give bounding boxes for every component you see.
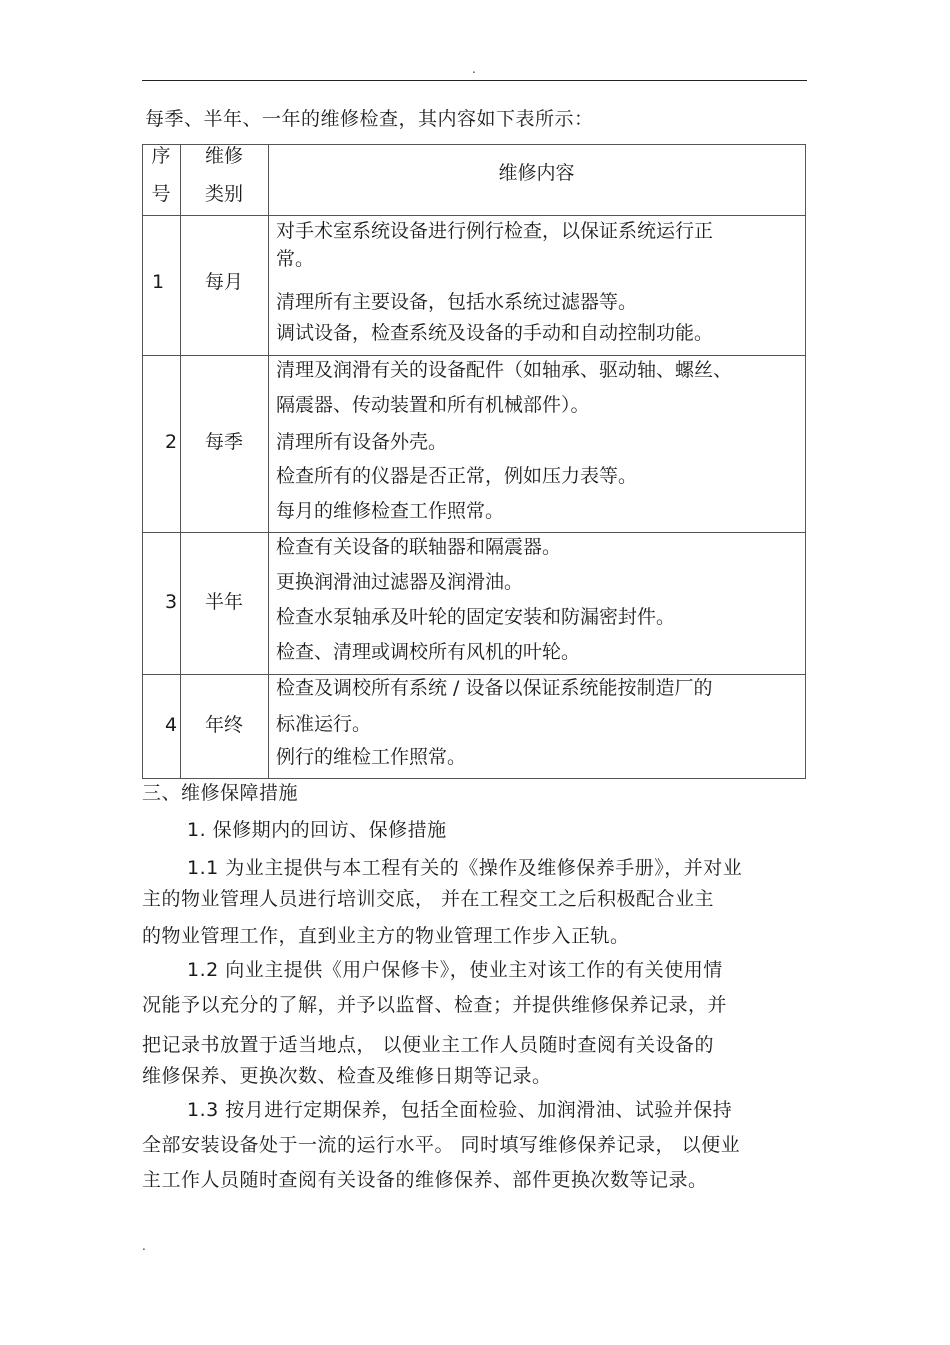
header-no: 号 <box>151 183 171 205</box>
row-content-line: 更换润滑油过滤器及润滑油。 <box>276 571 524 593</box>
header-rule <box>142 80 807 81</box>
row-content-line: 标准运行。 <box>276 713 372 735</box>
paragraph-line: 把记录书放置于适当地点， 以便业主工作人员随时查阅有关设备的 <box>142 1034 715 1056</box>
footer-dot: . <box>142 1239 146 1253</box>
header-no: 序 <box>151 145 171 167</box>
row-content-line: 检查及调校所有系统 / 设备以保证系统能按制造厂的 <box>276 677 713 699</box>
row-no: 3 <box>165 591 178 613</box>
row-content-line: 对手术室系统设备进行例行检查，以保证系统运行正 <box>276 220 714 242</box>
paragraph-line: 主的物业管理人员进行培训交底， 并在工程交工之后积极配合业主 <box>142 888 715 910</box>
row-no: 2 <box>165 431 178 453</box>
row-no: 4 <box>165 714 178 736</box>
table-border-left <box>142 144 143 778</box>
row-content-line: 例行的维检工作照常。 <box>276 746 467 768</box>
row-content-line: 隔震器、传动装置和所有机械部件）。 <box>276 394 590 416</box>
row-category: 年终 <box>204 714 243 736</box>
row-content-line: 调试设备，检查系统及设备的手动和自动控制功能。 <box>276 322 714 344</box>
row-category: 每季 <box>204 431 243 453</box>
row-content-line: 每月的维修检查工作照常。 <box>276 500 505 522</box>
header-dot: . <box>472 62 476 76</box>
paragraph-line: 1.1 为业主提供与本工程有关的《操作及维修保养手册》，并对业 <box>187 857 743 879</box>
row-content-line: 清理所有主要设备，包括水系统过滤器等。 <box>276 291 638 313</box>
row-category: 每月 <box>204 271 243 293</box>
row-content-line: 检查、清理或调校所有风机的叶轮。 <box>276 641 581 663</box>
paragraph-line: 1.2 向业主提供《用户保修卡》，使业主对该工作的有关使用情 <box>187 959 723 981</box>
row-no: 1 <box>152 271 165 293</box>
intro-text: 每季、半年、一年的维修检查，其内容如下表所示： <box>145 108 594 130</box>
table-border-bottom <box>142 778 806 779</box>
paragraph-line: 全部安装设备处于一流的运行水平。 同时填写维修保养记录， 以便业 <box>142 1134 741 1156</box>
row-content-line: 常。 <box>276 248 315 270</box>
header-category: 维修 <box>204 145 243 167</box>
row-category: 半年 <box>204 591 243 613</box>
table-border-right <box>805 144 806 778</box>
header-category: 类别 <box>204 183 243 205</box>
table-row-divider <box>142 215 806 216</box>
maintenance-table <box>142 144 806 778</box>
header-content: 维修内容 <box>498 162 575 184</box>
table-row-divider <box>142 355 806 356</box>
paragraph-line: 的物业管理工作，直到业主方的物业管理工作步入正轨。 <box>142 925 630 947</box>
paragraph-line: 1.3 按月进行定期保养，包括全面检验、加润滑油、试验并保持 <box>187 1099 733 1121</box>
table-col-divider <box>268 144 269 778</box>
table-row-divider <box>142 532 806 533</box>
subsection-heading: 1. 保修期内的回访、保修措施 <box>187 819 447 841</box>
paragraph-line: 况能予以充分的了解，并予以监督、检查；并提供维修保养记录，并 <box>142 994 728 1016</box>
row-content-line: 清理及润滑有关的设备配件（如轴承、驱动轴、螺丝、 <box>276 359 733 381</box>
section-heading: 三、维修保障措施 <box>142 782 299 804</box>
table-row-divider <box>142 674 806 675</box>
paragraph-line: 维修保养、更换次数、检查及维修日期等记录。 <box>142 1065 552 1087</box>
table-col-divider <box>180 144 181 778</box>
row-content-line: 检查所有的仪器是否正常，例如压力表等。 <box>276 465 638 487</box>
row-content-line: 检查有关设备的联轴器和隔震器。 <box>276 536 562 558</box>
paragraph-line: 主工作人员随时查阅有关设备的维修保养、部件更换次数等记录。 <box>142 1169 708 1191</box>
row-content-line: 检查水泵轴承及叶轮的固定安装和防漏密封件。 <box>276 606 676 628</box>
row-content-line: 清理所有设备外壳。 <box>276 431 448 453</box>
